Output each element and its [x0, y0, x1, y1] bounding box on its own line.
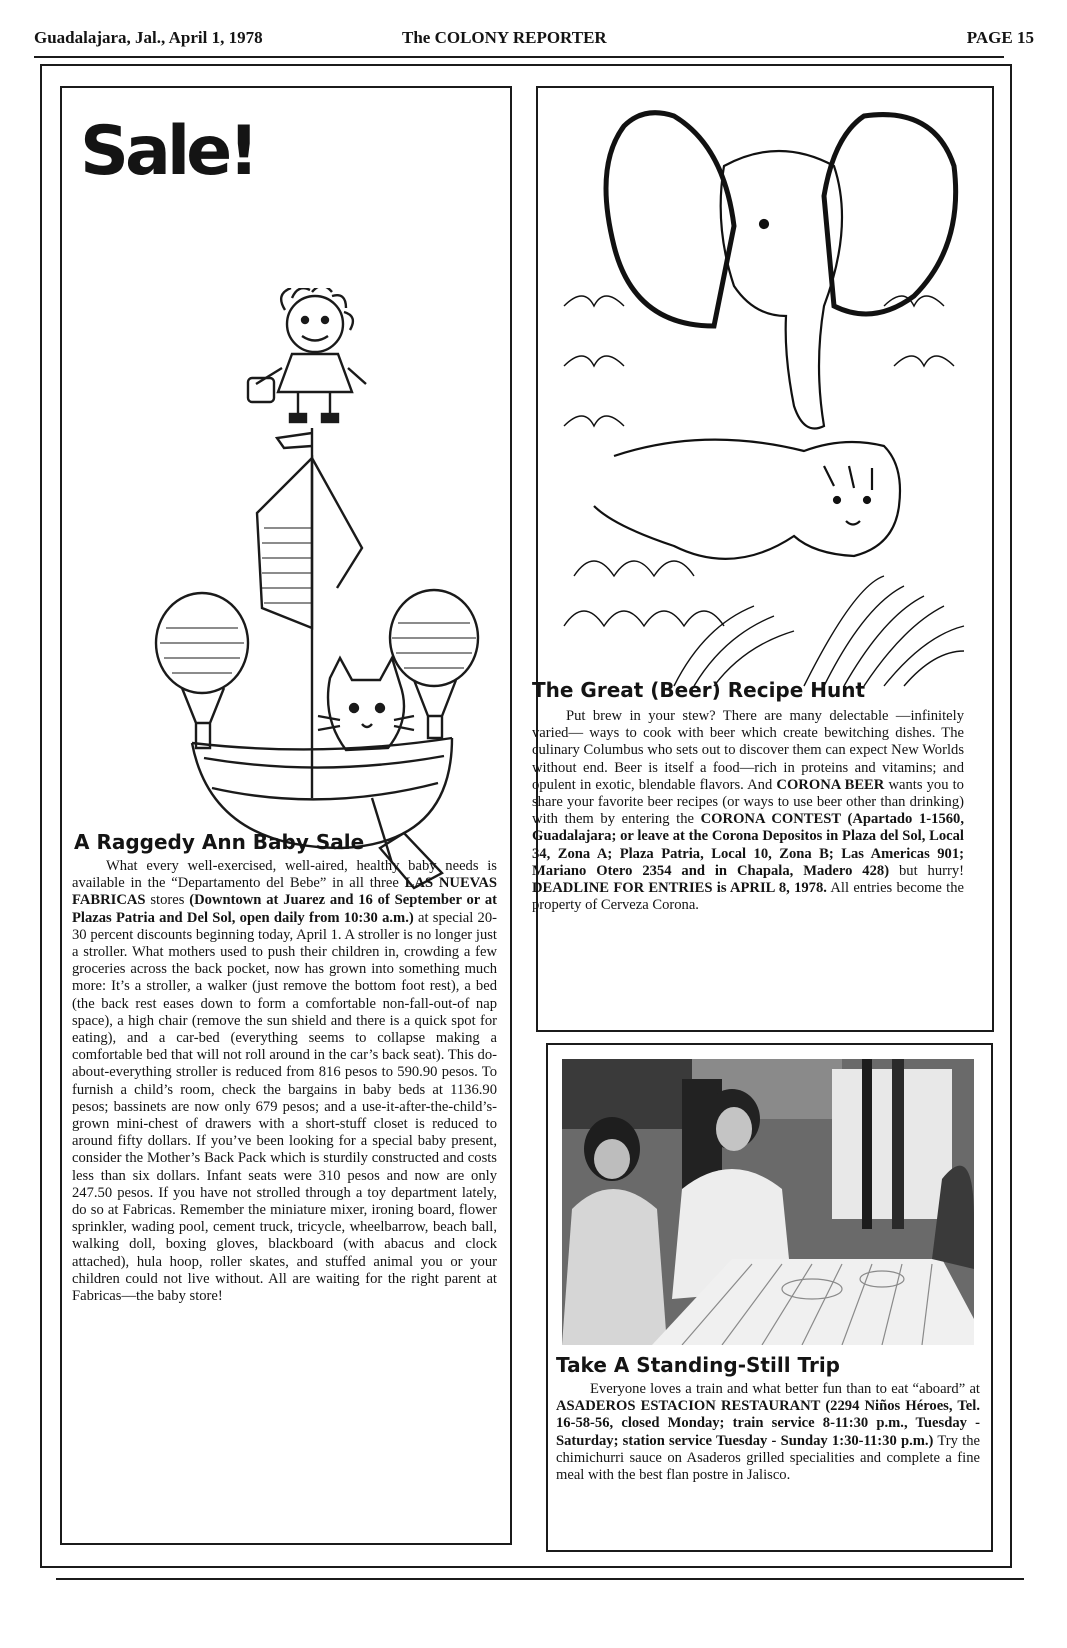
text-run: Try the chimichurri sauce on Asaderos grilled specialities and complete a fine meal with the best flan postre in Jalisco.	[556, 1432, 980, 1484]
text-run: Everyone loves a train and what better fun than to eat “aboard” at	[590, 1381, 980, 1397]
beer-hunt-body	[532, 708, 964, 914]
text-run: CORONA CONTEST (Apartado 1-1560, Guadalajara; or leave at the Corona Depositos in Plaza del Sol, Local 34, Zona A; Plaza Patria, Local 10, Zona B; Las Americas 901; Mariano Otero 2354 and in Chapala, Madero 428)	[532, 811, 964, 879]
text-run: at special 20-30 percent discounts beginning today, April 1. A stroller is no longer just a stroller. What mothers used to push their children in, crowding a few groceries across the back pocket, now has grown into something much more: It’s a stroller, a walker (just remove the bottom foot rest), a bed (the back rest eases down to form a comfortable non-fall-out-of nap space), a high chair (remove the sun shield and there is a quick spot for eating), and a car-bed (everything seems to collapse making a comfortable bed that will not roll around in the car’s back seat). This do-about-everything stroller is reduced from 816 pesos to 590.90 pesos. To furnish a child’s room, check the bargains in baby beds at 1136.90 pesos; bassinets are now only 679 pesos; and a use-it-after-the-child’s-grown mini-chest of drawers with a short-stuff closet is reduced to around fifty dollars. If you’ve been looking for a special baby present, consider the Mother’s Back Pack which is sturdily constructed and costs less than six dollars. Infant seats were 310 pesos and now are only 247.50 pesos. If you have not strolled through a toy department lately, do so at Fabricas. Remember the miniature mixer, ironing board, flower sprinkler, wading pool, cement truck, tricycle, wheelbarrow, beach ball, walking doll, boxing gloves, blackboard (with abacus and clock attached), hula hoop, roller skates, and stuffed animal you or your children could not live without. All are waiting for the right parent at Fabricas—the baby store!	[72, 909, 497, 1305]
text-run: LAS NUEVAS FABRICAS	[72, 875, 497, 909]
text-run: What every well-exercised, well-aired, healthy baby needs is available in the “Departamento del Bebe” in all three	[72, 858, 497, 892]
elephant-tiger-illustration	[554, 106, 974, 691]
text-run: All entries become the property of Cerveza Corona.	[532, 880, 964, 914]
heading-text: Take A Standing-Still Trip	[556, 1353, 840, 1377]
sale-banner: Sale!	[80, 112, 256, 191]
masthead	[34, 28, 1034, 54]
text-run: but hurry!	[889, 862, 964, 879]
text-run: stores	[145, 892, 190, 909]
dateline: Guadalajara, Jal., April 1, 1978	[34, 28, 263, 47]
newspaper-name: The COLONY REPORTER	[402, 28, 607, 47]
beer-recipe-ad	[532, 86, 994, 1032]
beer-hunt-heading	[532, 678, 865, 702]
standing-still-trip-body	[556, 1381, 980, 1484]
bottom-rule	[56, 1578, 1024, 1580]
raggedy-ann-boat-illustration	[152, 288, 482, 918]
heading-text: The Great (Beer) Recipe Hunt	[532, 678, 866, 702]
raggedy-ann-heading	[74, 830, 364, 854]
masthead-rule	[34, 56, 1004, 58]
standing-still-trip-heading	[556, 1353, 840, 1377]
raggedy-ann-body	[72, 858, 497, 1305]
page-number: PAGE 15	[966, 28, 1034, 47]
text-run: (Downtown at Juarez and 16 of September or at Plazas Patria and Del Sol, open daily from 10:30 a.m.)	[72, 892, 497, 926]
train-restaurant-ad	[546, 1043, 993, 1552]
text-run: Put brew in your stew? There are many delectable —infinitely varied— ways to cook with beer which create bewitching dishes. The culinary Columbus who sets out to discover them can expect New Worlds without end. Beer is itself a food—rich in proteins and vitamins; and opulent in exotic, blendable flavors. And	[532, 708, 964, 793]
text-run: DEADLINE FOR ENTRIES is APRIL 8, 1978.	[532, 880, 827, 897]
heading-text: A Raggedy Ann Baby Sale	[74, 830, 365, 854]
text-run: CORONA BEER	[776, 776, 885, 793]
text-run: ASADEROS ESTACION RESTAURANT (2294 Niños Héroes, Tel. 16-58-56, closed Monday; train service 8-11:30 p.m., Tuesday - Saturday; station service Tuesday - Sunday 1:30-11:30 p.m.)	[556, 1398, 980, 1449]
baby-sale-ad	[60, 86, 512, 1545]
restaurant-diners-photo	[562, 1059, 974, 1345]
text-run: wants you to share your favorite beer recipes (or ways to use beer other than drinking) with them by entering the	[532, 776, 964, 828]
